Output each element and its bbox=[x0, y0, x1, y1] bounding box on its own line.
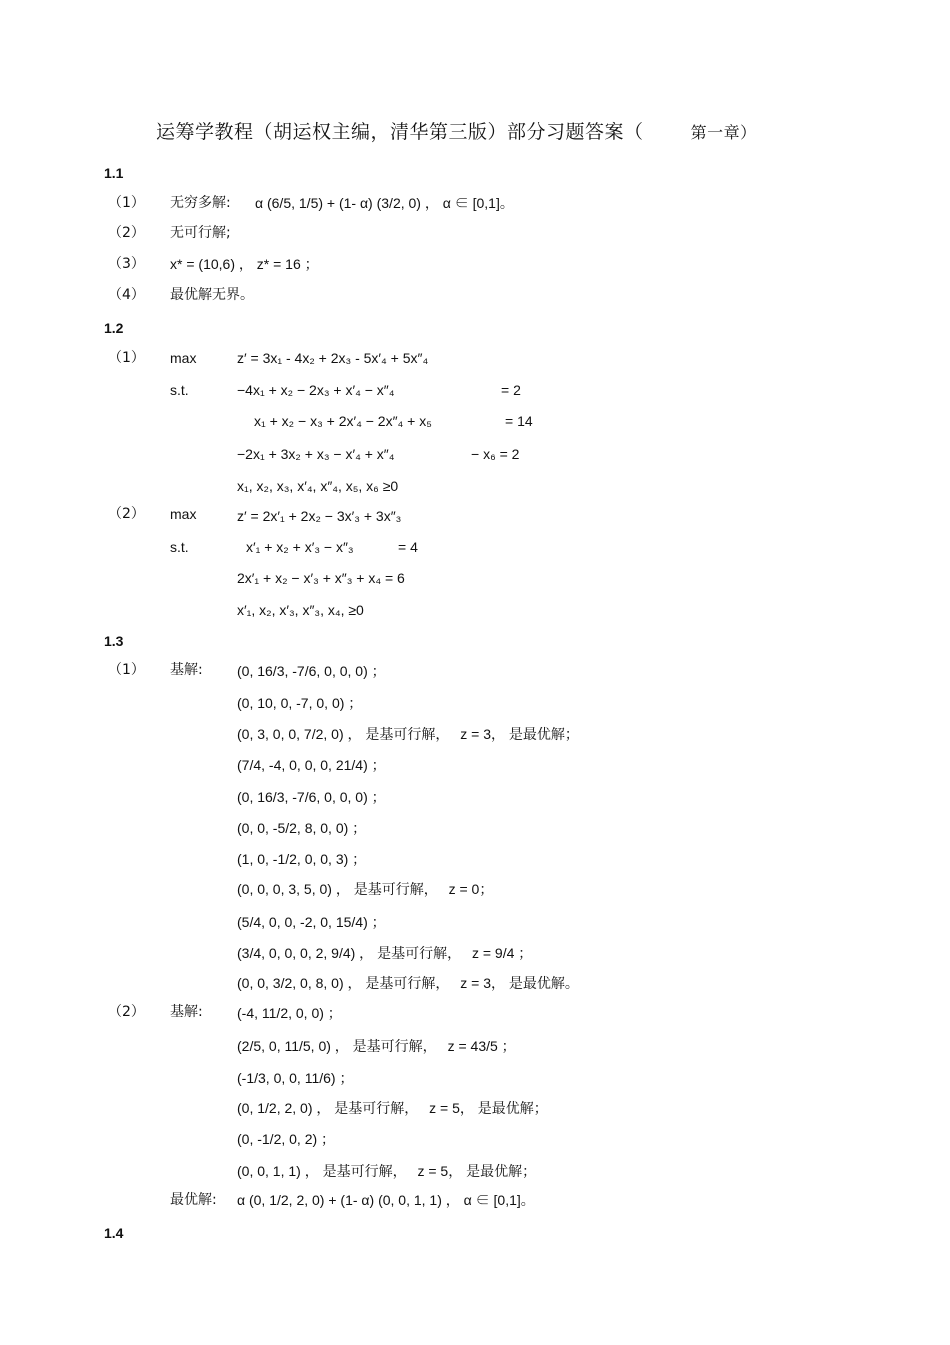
p1-basic-solution: (5/4, 0, 0, -2, 0, 15/4) ； bbox=[237, 914, 386, 930]
title-main: 运筹学教程（胡运权主编，清华第三版）部分习题答案（ bbox=[156, 121, 644, 143]
s11-item4: 最优解无界。 bbox=[170, 287, 254, 303]
s11-item2: 无可行解; bbox=[170, 225, 231, 241]
m2-constraint-2: 2x′₁ + x₂ − x′₃ + x″₃ + x₄ = 6 bbox=[237, 570, 405, 586]
m2-nonnegativity: x′₁, x₂, x′₃, x″₃, x₄, ≥0 bbox=[237, 602, 364, 618]
m1-constraint-1: −4x₁ + x₂ − 2x₃ + x′₄ − x″₄ bbox=[237, 382, 395, 398]
page-title bbox=[156, 120, 757, 145]
p2-basic-solution: (-4, 11/2, 0, 0) ； bbox=[237, 1005, 342, 1021]
item-label: （3） bbox=[108, 256, 145, 272]
m1-constraint-2-rhs: = 14 bbox=[505, 413, 533, 429]
section-heading-1-4: 1.4 bbox=[104, 1225, 124, 1241]
st-keyword: s.t. bbox=[170, 382, 189, 398]
m1-constraint-2: x₁ + x₂ − x₃ + 2x′₄ − 2x″₄ + x₅ bbox=[254, 413, 432, 429]
s11-item3: x* = (10,6) ， z* = 16 ； bbox=[170, 256, 319, 272]
p1-basic-solution: (0, 3, 0, 0, 7/2, 0) ， 是基可行解， z = 3， 是最优解； bbox=[237, 726, 579, 742]
p1-basic-solution: (0, 0, 3/2, 0, 8, 0) ， 是基可行解， z = 3， 是最优解。 bbox=[237, 975, 579, 991]
item-label: （1） bbox=[108, 195, 145, 211]
s11-item1-value: α (6/5, 1/5) + (1- α) (3/2, 0) ， α ∈ [0,1]。 bbox=[255, 195, 514, 211]
p2-basic-solution: (0, -1/2, 0, 2) ； bbox=[237, 1131, 336, 1147]
m2-objective: z′ = 2x′₁ + 2x₂ − 3x′₃ + 3x″₃ bbox=[237, 508, 402, 524]
max-keyword: max bbox=[170, 506, 197, 522]
p1-basic-solution: (7/4, -4, 0, 0, 0, 21/4) ； bbox=[237, 757, 386, 773]
basic-solutions-label: 基解: bbox=[170, 662, 203, 678]
title-chapter: 第一章） bbox=[690, 123, 757, 142]
p2-basic-solution: (0, 0, 1, 1) ， 是基可行解， z = 5， 是最优解； bbox=[237, 1163, 537, 1179]
max-keyword: max bbox=[170, 350, 197, 366]
m2-constraint-1: x′₁ + x₂ + x′₃ − x″₃ bbox=[246, 539, 354, 555]
item-label: （2） bbox=[108, 506, 145, 522]
item-label: （1） bbox=[108, 662, 145, 678]
optimal-solution-value: α (0, 1/2, 2, 0) + (1- α) (0, 0, 1, 1) ， α ∈ [0,1]。 bbox=[237, 1192, 535, 1208]
m1-constraint-3-rhs: − x₆ = 2 bbox=[471, 446, 520, 462]
p2-basic-solution: (2/5, 0, 11/5, 0) ， 是基可行解， z = 43/5 ； bbox=[237, 1038, 516, 1054]
p1-basic-solution: (0, 16/3, -7/6, 0, 0, 0) ； bbox=[237, 789, 386, 805]
optimal-solution-label: 最优解: bbox=[170, 1192, 217, 1208]
p2-basic-solution: (-1/3, 0, 0, 11/6) ； bbox=[237, 1070, 354, 1086]
p1-basic-solution: (0, 0, -5/2, 8, 0, 0) ； bbox=[237, 820, 367, 836]
p1-basic-solution: (0, 16/3, -7/6, 0, 0, 0) ； bbox=[237, 663, 386, 679]
m1-objective: z′ = 3x₁ - 4x₂ + 2x₃ - 5x′₄ + 5x″₄ bbox=[237, 350, 429, 366]
m1-nonnegativity: x₁, x₂, x₃, x′₄, x″₄, x₅, x₆ ≥0 bbox=[237, 478, 399, 494]
p2-basic-solution: (0, 1/2, 2, 0) ， 是基可行解， z = 5， 是最优解； bbox=[237, 1100, 548, 1116]
section-heading-1-2: 1.2 bbox=[104, 320, 124, 336]
s11-item1-label: 无穷多解: bbox=[170, 195, 231, 211]
p1-basic-solution: (0, 10, 0, -7, 0, 0) ； bbox=[237, 695, 363, 711]
p1-basic-solution: (3/4, 0, 0, 0, 2, 9/4) ， 是基可行解， z = 9/4 ； bbox=[237, 945, 533, 961]
p1-basic-solution: (0, 0, 0, 3, 5, 0) ， 是基可行解， z = 0； bbox=[237, 881, 494, 897]
section-heading-1-1: 1.1 bbox=[104, 165, 124, 181]
m2-constraint-1-rhs: = 4 bbox=[398, 539, 418, 555]
m1-constraint-1-rhs: = 2 bbox=[501, 382, 521, 398]
section-heading-1-3: 1.3 bbox=[104, 633, 124, 649]
item-label: （1） bbox=[108, 350, 145, 366]
st-keyword: s.t. bbox=[170, 539, 189, 555]
m1-constraint-3: −2x₁ + 3x₂ + x₃ − x′₄ + x″₄ bbox=[237, 446, 395, 462]
item-label: （2） bbox=[108, 1004, 145, 1020]
basic-solutions-label: 基解: bbox=[170, 1004, 203, 1020]
p1-basic-solution: (1, 0, -1/2, 0, 0, 3) ； bbox=[237, 851, 367, 867]
item-label: （2） bbox=[108, 225, 145, 241]
item-label: （4） bbox=[108, 287, 145, 303]
